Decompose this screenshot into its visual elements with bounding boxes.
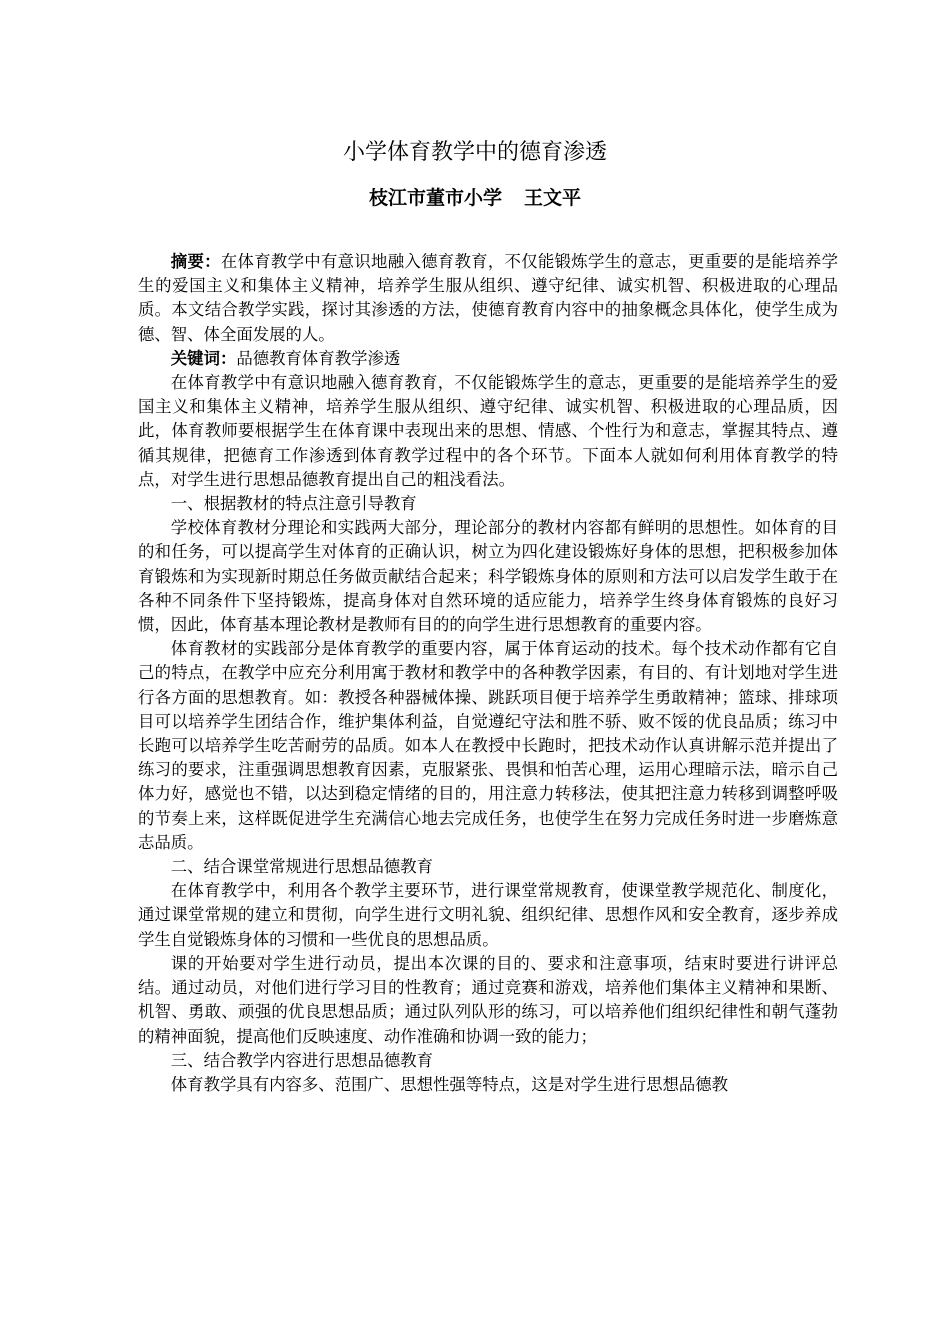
author-name: 王文平 <box>524 187 582 209</box>
body-paragraph: 在体育教学中有意识地融入德育教育，不仅能锻炼学生的意志，更重要的是能培养学生的爱国主义和集体主义精神，培养学生服从组织、遵守纪律、诚实机智、积极进取的心理品质，因此，体育教师要根据学生在体育课中表现出来的思想、情感、个性行为和意志，掌握其特点、遵循其规律，把德育工作渗透到体育教学过程中的各个环节。下面本人就如何利用体育教学的特点，对学生进行思想品德教育提出自己的粗浅看法。 <box>138 373 838 489</box>
keywords-label: 关键词： <box>170 348 237 368</box>
body-paragraph: 学校体育教材分理论和实践两大部分，理论部分的教材内容都有鲜明的思想性。如体育的目的和任务，可以提高学生对体育的正确认识，树立为四化建设锻炼好身体的思想，把积极参加体育锻炼和为实现新时期总任务做贡献结合起来；科学锻炼身体的原则和方法可以启发学生敢于在各种不同条件下坚持锻炼，提高身体对自然环境的适应能力，培养学生终身体育锻炼的良好习惯，因此，体育基本理论教材是教师有目的的向学生进行思想教育的重要内容。 <box>138 518 838 635</box>
section-heading: 三、结合教学内容进行思想品德教育 <box>170 1050 434 1070</box>
document-body <box>138 250 838 1097</box>
body-paragraph: 体育教学具有内容多、范围广、思想性强等特点，这是对学生进行思想品德教 <box>170 1074 729 1094</box>
document-title: 小学体育教学中的德育渗透 <box>342 140 607 165</box>
body-paragraph: 课的开始要对学生进行动员，提出本次课的目的、要求和注意事项，结束时要进行讲评总结。通过动员，对他们进行学习目的性教育；通过竞赛和游戏，培养他们集体主义精神和果断、机智、勇敢、顽强的优良思想品质；通过队列队形的练习，可以培养他们组织纪律性和朝气蓬勃的精神面貌，提高他们反映速度、动作准确和协调一致的能力； <box>138 953 838 1046</box>
keywords-text: 品德教育体育教学渗透 <box>236 348 401 368</box>
abstract-label: 摘要： <box>170 252 221 271</box>
section-heading: 二、结合课堂常规进行思想品德教育 <box>170 857 434 877</box>
abstract-text: 在体育教学中有意识地融入德育教育，不仅能锻炼学生的意志，更重要的是能培养学生的爱国主义和集体主义精神，培养学生服从组织、遵守纪律、诚实机智、积极进取的心理品质。本文结合教学实践，探讨其渗透的方法，使德育教育内容中的抽象概念具体化，使学生成为德、智、体全面发展的人。 <box>138 252 838 344</box>
author-school: 枝江市董市小学 <box>368 187 502 209</box>
body-paragraph: 体育教材的实践部分是体育教学的重要内容，属于体育运动的技术。每个技术动作都有它自己的特点，在教学中应充分利用寓于教材和教学中的各种教学因素，有目的、有计划地对学生进行各方面的思想教育。如：教授各种器械体操、跳跃项目便于培养学生勇敢精神；篮球、排球项目可以培养学生团结合作，维护集体利益，自觉遵纪守法和胜不骄、败不馁的优良品质；练习中长跑可以培养学生吃苦耐劳的品质。如本人在教授中长跑时，把技术动作认真讲解示范并提出了练习的要求，注重强调思想教育因素，克服紧张、畏惧和怕苦心理，运用心理暗示法，暗示自己体力好，感觉也不错，以达到稳定情绪的目的，用注意力转移法，使其把注意力转移到调整呼吸的节奏上来，这样既促进学生充满信心地去完成任务，也使学生在努力完成任务时进一步磨炼意志品质。 <box>138 639 838 852</box>
section-heading: 一、根据教材的特点注意引导教育 <box>170 494 417 514</box>
body-paragraph: 在体育教学中，利用各个教学主要环节，进行课堂常规教育，使课堂教学规范化、制度化，通过课堂常规的建立和贯彻，向学生进行文明礼貌、组织纪律、思想作风和安全教育，逐步养成学生自觉锻炼身体的习惯和一些优良的思想品质。 <box>138 881 838 949</box>
author-line <box>0 184 950 212</box>
abstract-paragraph <box>138 250 838 347</box>
keywords-paragraph <box>138 347 838 371</box>
